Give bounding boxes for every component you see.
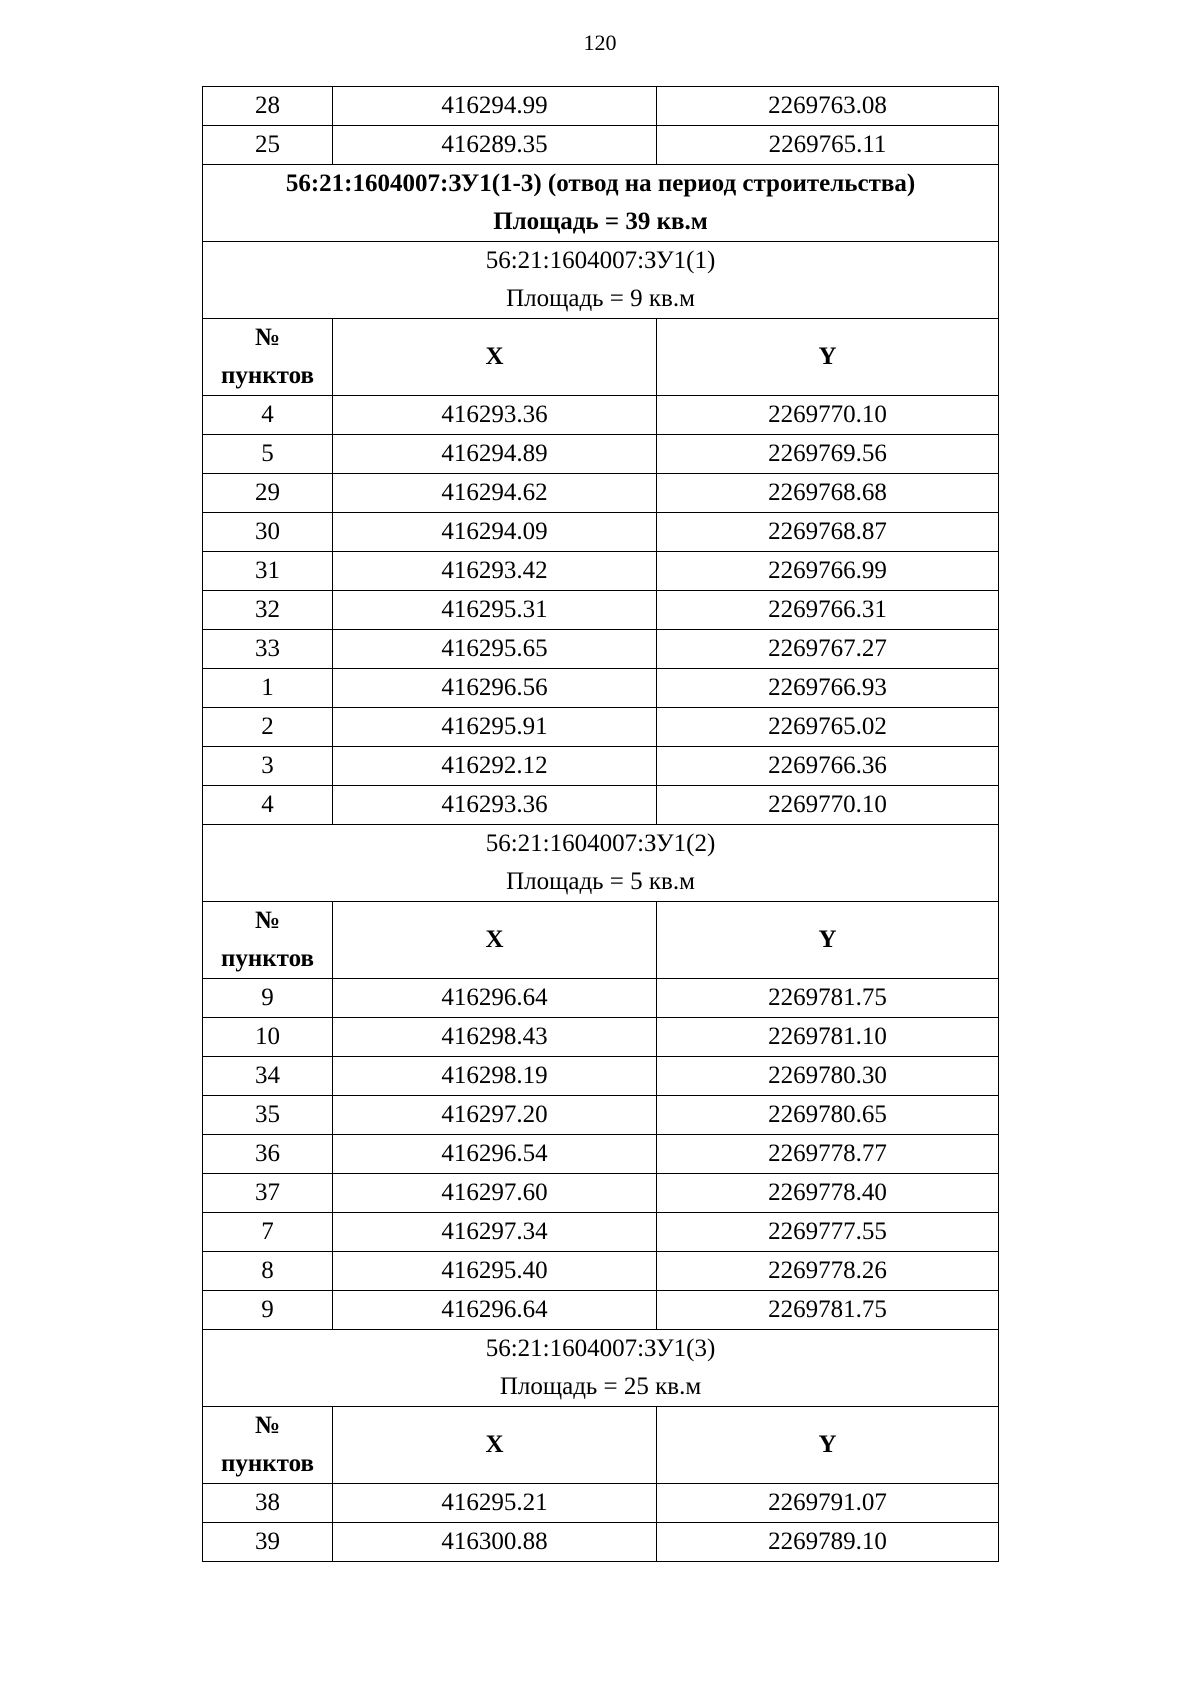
point-number: 9 <box>203 1291 333 1330</box>
x-value: 416295.40 <box>333 1252 657 1291</box>
column-header-number-line2: пунктов <box>220 1450 315 1477</box>
y-value: 2269781.75 <box>657 979 999 1018</box>
table-row <box>203 552 999 591</box>
column-header-y: Y <box>657 319 999 396</box>
column-header-number-line2: пунктов <box>220 945 315 972</box>
table-row <box>203 1484 999 1523</box>
x-value: 416296.64 <box>333 1291 657 1330</box>
column-header-number <box>203 319 333 396</box>
column-header-x: X <box>333 1407 657 1484</box>
table-row <box>203 630 999 669</box>
x-value: 416296.54 <box>333 1135 657 1174</box>
column-header-x: X <box>333 319 657 396</box>
point-number: 32 <box>203 591 333 630</box>
x-value: 416293.42 <box>333 552 657 591</box>
column-header-number-line2: пунктов <box>220 362 315 389</box>
y-value: 2269763.08 <box>657 87 999 126</box>
table-row <box>203 979 999 1018</box>
y-value: 2269766.93 <box>657 669 999 708</box>
coordinates-table-body <box>203 87 999 1562</box>
block-title: 56:21:1604007:ЗУ1(1-3) (отвод на период строительства) <box>285 170 916 197</box>
table-row <box>203 435 999 474</box>
y-value: 2269766.31 <box>657 591 999 630</box>
y-value: 2269778.40 <box>657 1174 999 1213</box>
section-header-row <box>203 1330 999 1407</box>
table-row <box>203 1174 999 1213</box>
x-value: 416300.88 <box>333 1523 657 1562</box>
y-value: 2269781.75 <box>657 1291 999 1330</box>
table-row <box>203 1096 999 1135</box>
x-value: 416292.12 <box>333 747 657 786</box>
table-row <box>203 747 999 786</box>
x-value: 416297.60 <box>333 1174 657 1213</box>
y-value: 2269765.11 <box>657 126 999 165</box>
point-number: 8 <box>203 1252 333 1291</box>
x-value: 416294.09 <box>333 513 657 552</box>
table-row <box>203 708 999 747</box>
x-value: 416289.35 <box>333 126 657 165</box>
y-value: 2269791.07 <box>657 1484 999 1523</box>
block-header <box>203 165 999 242</box>
section-title: 56:21:1604007:ЗУ1(3) <box>485 1335 716 1362</box>
coordinates-table <box>202 86 999 1562</box>
block-area: Площадь = 39 кв.м <box>493 208 708 235</box>
table-row <box>203 591 999 630</box>
y-value: 2269778.26 <box>657 1252 999 1291</box>
point-number: 5 <box>203 435 333 474</box>
column-header-row <box>203 902 999 979</box>
column-header-y: Y <box>657 902 999 979</box>
section-area: Площадь = 9 кв.м <box>506 285 695 312</box>
point-number: 28 <box>203 87 333 126</box>
point-number: 36 <box>203 1135 333 1174</box>
point-number: 29 <box>203 474 333 513</box>
x-value: 416293.36 <box>333 786 657 825</box>
column-header-number-line1: № <box>254 907 281 934</box>
point-number: 9 <box>203 979 333 1018</box>
y-value: 2269770.10 <box>657 396 999 435</box>
section-header <box>203 242 999 319</box>
point-number: 2 <box>203 708 333 747</box>
point-number: 37 <box>203 1174 333 1213</box>
point-number: 39 <box>203 1523 333 1562</box>
x-value: 416296.56 <box>333 669 657 708</box>
table-row <box>203 513 999 552</box>
x-value: 416298.19 <box>333 1057 657 1096</box>
column-header-x: X <box>333 902 657 979</box>
block-header-row <box>203 165 999 242</box>
point-number: 10 <box>203 1018 333 1057</box>
y-value: 2269768.87 <box>657 513 999 552</box>
table-row <box>203 126 999 165</box>
point-number: 25 <box>203 126 333 165</box>
y-value: 2269765.02 <box>657 708 999 747</box>
column-header-number-line1: № <box>254 1412 281 1439</box>
x-value: 416294.99 <box>333 87 657 126</box>
table-row <box>203 1135 999 1174</box>
x-value: 416295.91 <box>333 708 657 747</box>
y-value: 2269780.65 <box>657 1096 999 1135</box>
x-value: 416295.31 <box>333 591 657 630</box>
x-value: 416297.20 <box>333 1096 657 1135</box>
y-value: 2269781.10 <box>657 1018 999 1057</box>
point-number: 31 <box>203 552 333 591</box>
point-number: 30 <box>203 513 333 552</box>
table-row <box>203 1291 999 1330</box>
table-row <box>203 669 999 708</box>
point-number: 38 <box>203 1484 333 1523</box>
y-value: 2269789.10 <box>657 1523 999 1562</box>
section-title: 56:21:1604007:ЗУ1(1) <box>485 247 716 274</box>
y-value: 2269770.10 <box>657 786 999 825</box>
y-value: 2269767.27 <box>657 630 999 669</box>
table-row <box>203 87 999 126</box>
table-row <box>203 1057 999 1096</box>
y-value: 2269778.77 <box>657 1135 999 1174</box>
table-row <box>203 1018 999 1057</box>
section-header <box>203 1330 999 1407</box>
table-row <box>203 1523 999 1562</box>
y-value: 2269777.55 <box>657 1213 999 1252</box>
table-row <box>203 396 999 435</box>
column-header-number <box>203 902 333 979</box>
x-value: 416298.43 <box>333 1018 657 1057</box>
table-row <box>203 1213 999 1252</box>
section-header-row <box>203 825 999 902</box>
x-value: 416295.65 <box>333 630 657 669</box>
y-value: 2269766.36 <box>657 747 999 786</box>
section-header <box>203 825 999 902</box>
x-value: 416297.34 <box>333 1213 657 1252</box>
x-value: 416294.89 <box>333 435 657 474</box>
y-value: 2269766.99 <box>657 552 999 591</box>
x-value: 416293.36 <box>333 396 657 435</box>
column-header-number-line1: № <box>254 324 281 351</box>
point-number: 4 <box>203 396 333 435</box>
point-number: 1 <box>203 669 333 708</box>
column-header-number <box>203 1407 333 1484</box>
table-row <box>203 786 999 825</box>
section-area: Площадь = 25 кв.м <box>499 1373 702 1400</box>
point-number: 3 <box>203 747 333 786</box>
point-number: 4 <box>203 786 333 825</box>
x-value: 416294.62 <box>333 474 657 513</box>
point-number: 34 <box>203 1057 333 1096</box>
point-number: 35 <box>203 1096 333 1135</box>
page-number: 120 <box>583 30 617 55</box>
section-title: 56:21:1604007:ЗУ1(2) <box>485 830 716 857</box>
column-header-row <box>203 1407 999 1484</box>
x-value: 416296.64 <box>333 979 657 1018</box>
point-number: 7 <box>203 1213 333 1252</box>
table-row <box>203 1252 999 1291</box>
y-value: 2269768.68 <box>657 474 999 513</box>
section-area: Площадь = 5 кв.м <box>506 868 695 895</box>
section-header-row <box>203 242 999 319</box>
point-number: 33 <box>203 630 333 669</box>
column-header-y: Y <box>657 1407 999 1484</box>
table-row <box>203 474 999 513</box>
y-value: 2269780.30 <box>657 1057 999 1096</box>
y-value: 2269769.56 <box>657 435 999 474</box>
x-value: 416295.21 <box>333 1484 657 1523</box>
column-header-row <box>203 319 999 396</box>
